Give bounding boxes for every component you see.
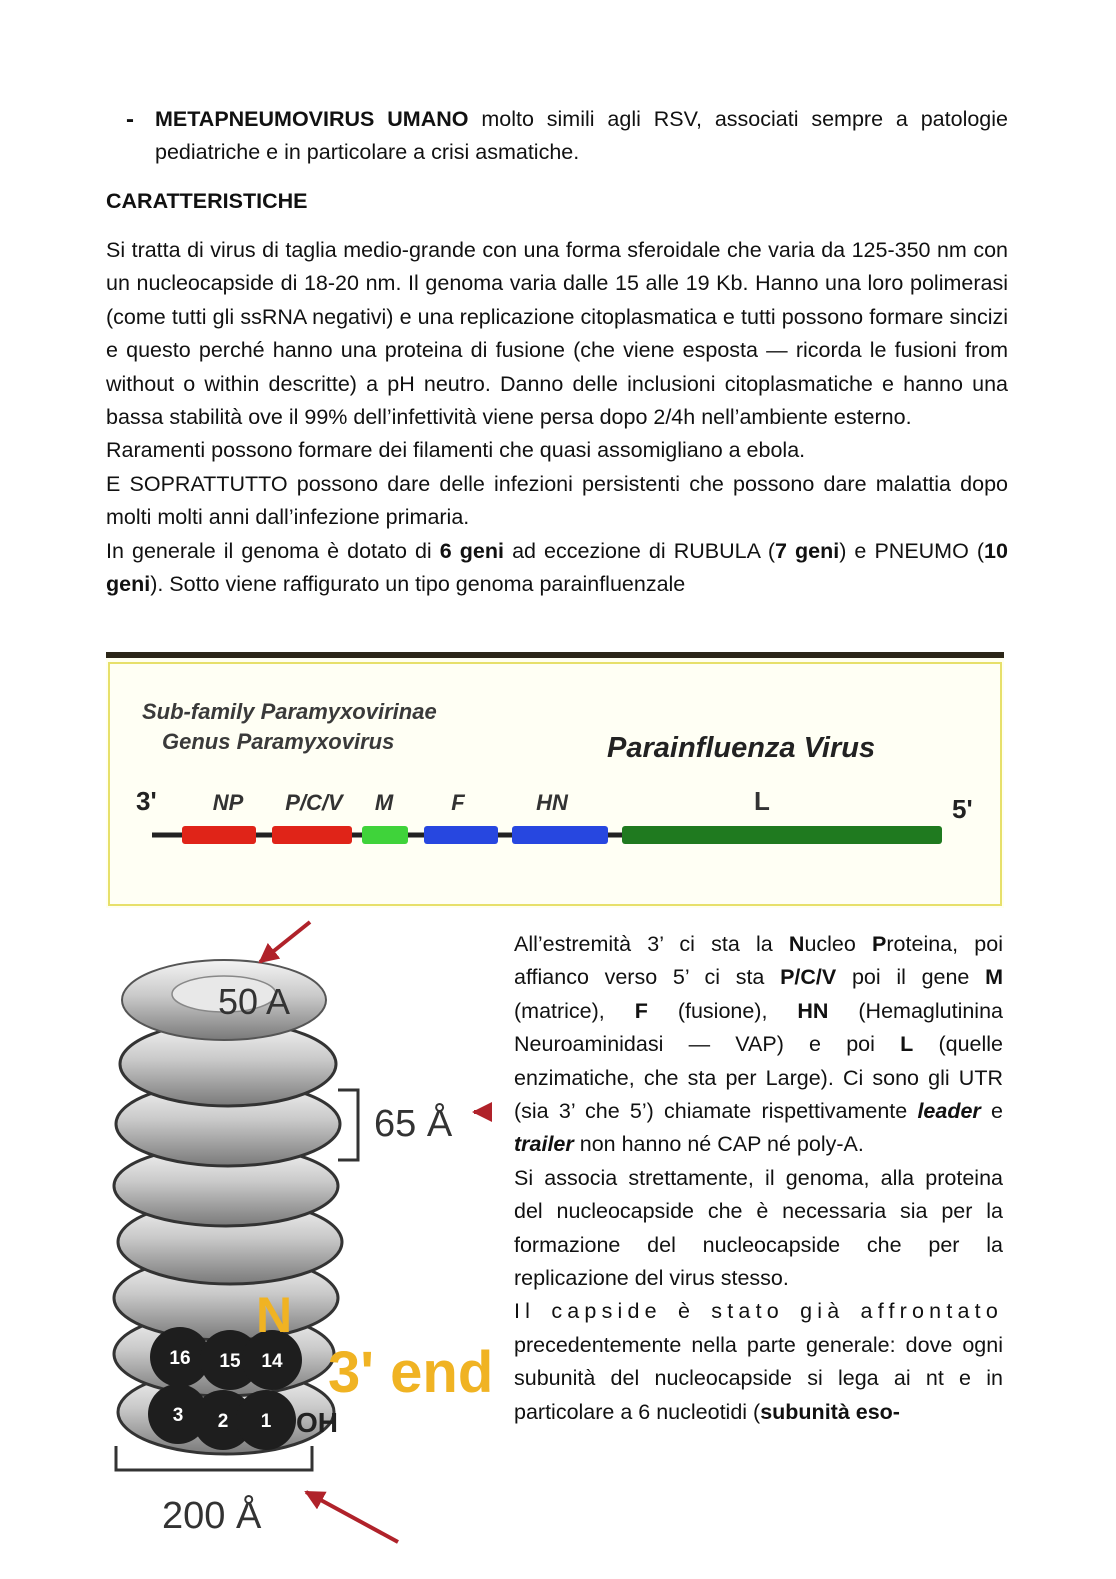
right-paragraph-3 <box>514 1295 1003 1429</box>
nucleocapsid-figure <box>106 914 498 1554</box>
end-5-label: 5' <box>952 794 973 824</box>
r1-bold: P <box>872 932 887 956</box>
gene-label: NP <box>212 790 244 815</box>
bullet-item <box>126 103 1008 170</box>
genome-diagram <box>110 664 1000 906</box>
p4-part: ad eccezione di RUBULA ( <box>504 538 775 563</box>
gene-label: F <box>451 790 465 815</box>
gene-segment <box>272 826 352 844</box>
r1-part: (matrice), <box>514 998 635 1023</box>
p4-part: In generale il genoma è dotato di <box>106 538 440 563</box>
p4-bold-10-geni: 10 geni <box>106 538 1008 597</box>
label-50-a: 50 A <box>218 981 291 1022</box>
r1-bold: N <box>788 932 805 956</box>
r3-part: precedentemente nella parte generale: dove ogni subunità del nucleocapside si lega ai nt e in particolare a 6 nucleotidi ( <box>514 1332 1003 1424</box>
r1-leader: leader <box>917 1099 981 1124</box>
subunit-label: 3 <box>172 1405 184 1426</box>
r1-part: (quelle enzimatiche, che sta per Large). Ci sono gli UTR (sia 3’ che 5’) chiamate rispettivamente <box>514 1032 1004 1124</box>
bullet-body: molto simili agli RSV, associati sempre a patologie pediatriche e in particolare a crisi asmatiche. <box>155 107 1008 165</box>
r1-part: e <box>980 1099 1003 1124</box>
gene-segment <box>512 826 608 844</box>
gene-segment <box>424 826 498 844</box>
p4-bold-7-geni: 7 geni <box>774 538 840 563</box>
r1-part: (Hemaglutinina Neuroaminidasi — VAP) e poi <box>514 998 1003 1057</box>
subunit-label: 1 <box>260 1411 272 1432</box>
r1-bold: L <box>900 1032 914 1057</box>
r1-part: All’estremità 3’ ci sta la <box>514 932 789 956</box>
p4-part: ) e PNEUMO ( <box>839 538 985 563</box>
gene-segment <box>362 826 408 844</box>
p4-bold-6-geni: 6 geni <box>439 538 504 563</box>
gene-label: HN <box>536 790 568 815</box>
r1-trailer: trailer <box>514 1132 574 1157</box>
gene-segment <box>182 826 256 844</box>
nucleocapsid-diagram <box>106 914 498 1554</box>
r1-part: (fusione), <box>647 998 798 1023</box>
gene-label: M <box>374 790 394 815</box>
r1-bold: F <box>634 998 648 1023</box>
gene-layer <box>182 786 942 844</box>
r1-part: poi il gene <box>836 965 986 990</box>
label-200-a: 200 Å <box>162 1495 262 1537</box>
genome-figure <box>106 652 1004 908</box>
bullet-dash: - <box>126 106 134 133</box>
section-heading: CARATTERISTICHE <box>106 189 308 213</box>
subunit-label: 15 <box>219 1351 241 1372</box>
right-paragraph-2: Si associa strettamente, il genoma, alla proteina del nucleocapside che è necessaria sia per la formazione del nucleocapside che per la replicazione del virus stesso. <box>514 1165 1003 1291</box>
bullet-title: METAPNEUMOVIRUS UMANO <box>155 107 469 131</box>
r3-spaced-line: Il capside è stato già affrontato <box>514 1299 1003 1324</box>
genus-label: Genus Paramyxovirus <box>162 729 395 754</box>
end-3-label: 3' <box>136 786 157 816</box>
gene-label: P/C/V <box>285 790 343 815</box>
r1-bold: HN <box>797 998 829 1023</box>
label-65-a: 65 Å <box>374 1103 453 1145</box>
subunit-label: 14 <box>261 1351 283 1372</box>
main-text <box>106 234 1008 601</box>
arrow-top <box>260 922 310 962</box>
r3-bold: subunità eso- <box>760 1399 900 1424</box>
label-n: N <box>256 1287 293 1343</box>
subfamily-label: Sub-family Paramyxovirinae <box>142 699 437 724</box>
paragraph-4 <box>106 535 1008 602</box>
r1-bold: M <box>985 965 1004 990</box>
right-column-text <box>514 928 1003 1429</box>
label-3-end: 3' end <box>328 1340 494 1405</box>
gene-label: L <box>754 786 770 816</box>
paragraph-1: Si tratta di virus di taglia medio-grande con una forma sferoidale che varia da 125-350 nm con un nucleocapside di 18-20 nm. Il genoma varia dalle 15 alle 19 Kb. Hanno una loro polimerasi (come tutti gli ssRNA negativi) e una replicazione citoplasmatica e tutti possono formare sincizi e questo perché hanno una proteina di fusione (che viene esposta — ricorda le fusioni from without o within descritte) a pH neutro. Danno delle inclusioni citoplasmatiche e hanno una bassa stabilità ove il 99% dell’infettività viene persa dopo 2/4h nell’ambiente esterno. <box>106 238 1008 430</box>
r1-part: ucleo <box>804 932 873 956</box>
right-paragraph-1 <box>514 928 1003 1162</box>
gene-segment <box>622 826 942 844</box>
subunit-label: 2 <box>217 1411 229 1432</box>
bullet-text <box>155 103 1008 170</box>
label-oh: OH <box>296 1407 338 1438</box>
r1-part: non hanno né CAP né poly-A. <box>573 1132 864 1157</box>
r1-bold: P/C/V <box>780 965 837 990</box>
p4-part: ). Sotto viene raffigurato un tipo genoma parainfluenzale <box>150 572 686 597</box>
virus-name: Parainfluenza Virus <box>607 732 876 764</box>
subunit-balls <box>148 1327 302 1450</box>
r1-part: roteina, poi affianco verso 5’ ci sta <box>514 932 1003 990</box>
paragraph-3: E SOPRATTUTTO possono dare delle infezioni persistenti che possono dare malattia dopo molti molti anni dall’infezione primaria. <box>106 471 1008 530</box>
paragraph-2: Raramenti possono formare dei filamenti che quasi assomigliano a ebola. <box>106 438 806 463</box>
arrow-bottom <box>306 1492 398 1542</box>
genome-figure-panel <box>108 662 1002 906</box>
subunit-label: 16 <box>169 1348 191 1369</box>
